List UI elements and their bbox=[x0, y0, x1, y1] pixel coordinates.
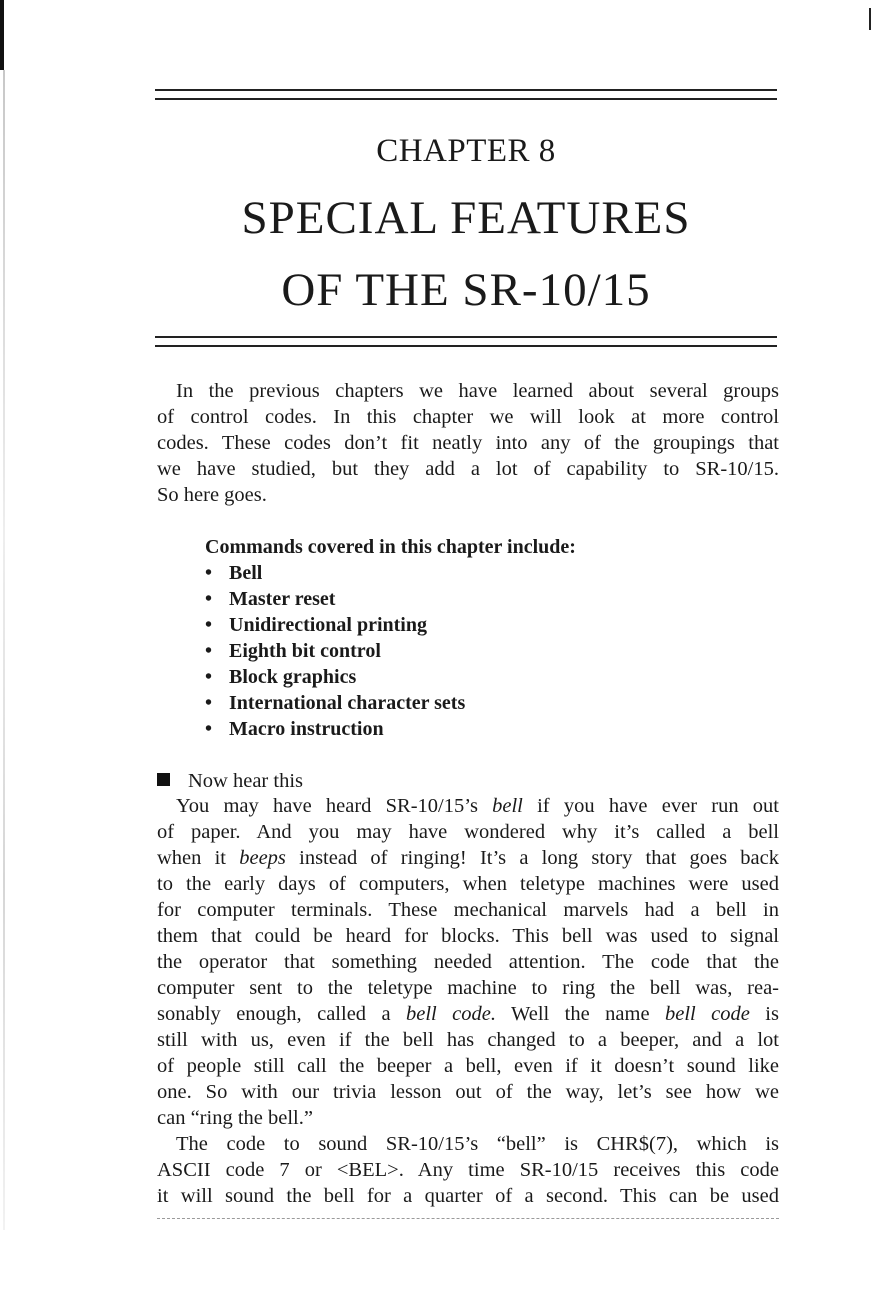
commands-heading: Commands covered in this chapter include: bbox=[205, 536, 576, 558]
body-line bbox=[157, 1105, 779, 1131]
body-line bbox=[157, 1079, 779, 1105]
commands-list bbox=[205, 534, 576, 742]
intro-line: codes. These codes don’t fit neatly into any of the groupings that bbox=[157, 432, 779, 454]
bullet-icon: • bbox=[205, 692, 213, 714]
bullet-icon: • bbox=[205, 718, 213, 740]
body-text: can “ring the bell.” bbox=[157, 1107, 313, 1129]
bullet-icon: • bbox=[205, 666, 213, 688]
body-line bbox=[157, 1001, 779, 1027]
command-item bbox=[205, 638, 576, 664]
command-item-label: Bell bbox=[229, 562, 263, 584]
intro-line: we have studied, but they add a lot of capability to SR-10/15. bbox=[157, 458, 779, 480]
command-item bbox=[205, 586, 576, 612]
body-text: sonably enough, called a bbox=[157, 1003, 406, 1025]
body-line bbox=[157, 949, 779, 975]
section-heading-text: Now hear this bbox=[188, 770, 304, 792]
scan-edge-shadow-left bbox=[3, 70, 5, 1230]
scan-edge-mark-left bbox=[0, 0, 4, 70]
body-text: ASCII code 7 or <BEL>. Any time SR-10/15 receives this code bbox=[157, 1159, 779, 1181]
body-text: computer sent to the teletype machine to ring the bell was, rea- bbox=[157, 977, 779, 999]
italic-term: bell bbox=[492, 795, 523, 817]
body-text: of people still call the beeper a bell, even if it doesn’t sound like bbox=[157, 1055, 779, 1077]
body-line bbox=[157, 871, 779, 897]
bullet-icon: • bbox=[205, 588, 213, 610]
body-line bbox=[157, 1027, 779, 1053]
command-item-label: Block graphics bbox=[229, 666, 357, 688]
scan-edge-mark-right bbox=[869, 8, 871, 30]
chapter-number: CHAPTER 8 bbox=[376, 133, 556, 169]
command-item bbox=[205, 612, 576, 638]
body-line bbox=[157, 845, 779, 871]
body-line bbox=[157, 793, 779, 819]
body-line bbox=[157, 1183, 779, 1209]
italic-term: beeps bbox=[239, 847, 286, 869]
body-text: them that could be heard for blocks. This bell was used to signal bbox=[157, 925, 779, 947]
chapter-title-line-2: OF THE SR-10/15 bbox=[281, 264, 651, 316]
command-item bbox=[205, 560, 576, 586]
command-item bbox=[205, 664, 576, 690]
body-line bbox=[157, 897, 779, 923]
intro-line: of control codes. In this chapter we will look at more control bbox=[157, 406, 779, 428]
command-item-label: Master reset bbox=[229, 588, 336, 610]
command-item-label: Unidirectional printing bbox=[229, 614, 427, 636]
bullet-icon: • bbox=[205, 640, 213, 662]
body-line bbox=[157, 923, 779, 949]
body-text: You may have heard SR-10/15’s bbox=[176, 795, 493, 817]
body-paragraph bbox=[157, 793, 779, 1209]
page-bottom-rule bbox=[157, 1218, 779, 1219]
bullet-icon: • bbox=[205, 562, 213, 584]
section-heading bbox=[157, 768, 303, 794]
body-text: to the early days of computers, when teletype machines were used bbox=[157, 873, 779, 895]
body-text: the operator that something needed attention. The code that the bbox=[157, 951, 779, 973]
body-line bbox=[157, 1131, 779, 1157]
body-line bbox=[157, 975, 779, 1001]
body-line bbox=[157, 1053, 779, 1079]
header-double-rule-bottom bbox=[155, 336, 777, 347]
body-text: still with us, even if the bell has changed to a beeper, and a lot bbox=[157, 1029, 779, 1051]
command-item-label: Macro instruction bbox=[229, 718, 384, 740]
body-text: The code to sound SR-10/15’s “bell” is CHR$(7), which is bbox=[176, 1133, 779, 1155]
body-text: is bbox=[749, 1003, 779, 1025]
body-text: it will sound the bell for a quarter of a second. This can be used bbox=[157, 1185, 779, 1207]
command-item bbox=[205, 690, 576, 716]
bullet-icon: • bbox=[205, 614, 213, 636]
body-text: of paper. And you may have wondered why it’s called a bell bbox=[157, 821, 779, 843]
black-square-icon bbox=[157, 773, 170, 786]
body-line bbox=[157, 819, 779, 845]
body-text: instead of ringing! It’s a long story that goes back bbox=[285, 847, 779, 869]
intro-line: So here goes. bbox=[157, 484, 267, 506]
intro-paragraph bbox=[157, 378, 779, 508]
chapter-title-line-1: SPECIAL FEATURES bbox=[241, 192, 691, 244]
body-text: for computer terminals. These mechanical marvels had a bell in bbox=[157, 899, 779, 921]
body-line bbox=[157, 1157, 779, 1183]
body-text: Well the name bbox=[496, 1003, 665, 1025]
intro-line: In the previous chapters we have learned about several groups bbox=[176, 380, 779, 402]
body-text: if you have ever run out bbox=[522, 795, 779, 817]
italic-term: bell code bbox=[664, 1003, 750, 1025]
command-item-label: International character sets bbox=[229, 692, 466, 714]
body-text: when it bbox=[157, 847, 240, 869]
header-double-rule-top bbox=[155, 89, 777, 100]
command-item-label: Eighth bit control bbox=[229, 640, 381, 662]
body-text: one. So with our trivia lesson out of the way, let’s see how we bbox=[157, 1081, 779, 1103]
italic-term: bell code. bbox=[406, 1003, 496, 1025]
command-item bbox=[205, 716, 576, 742]
